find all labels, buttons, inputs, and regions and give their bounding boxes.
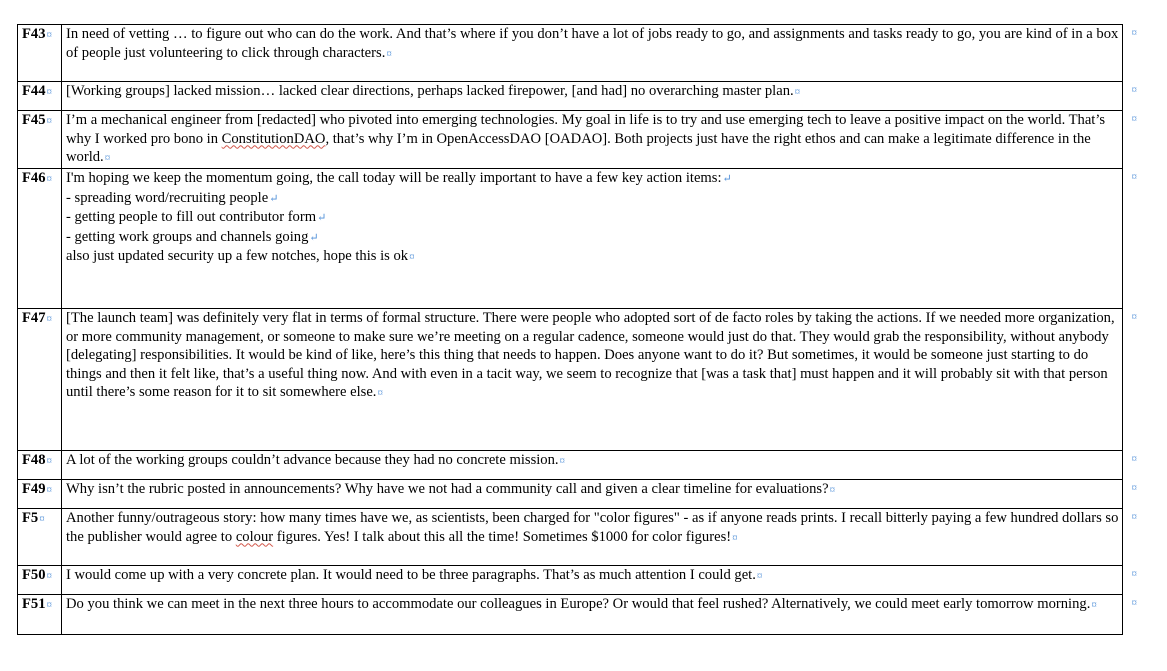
cell-end-mark: ¤ bbox=[46, 484, 53, 496]
cell-end-mark: ¤ bbox=[46, 313, 53, 325]
quote-text-cell bbox=[62, 111, 1137, 169]
cell-end-mark: ¤ bbox=[46, 173, 53, 185]
cell-end-mark: ¤ bbox=[377, 387, 383, 400]
row-end-mark: ¤ bbox=[1131, 84, 1137, 96]
quote-text: I'm hoping we keep the momentum going, the call today will be really important to have a few key action items: bbox=[66, 170, 722, 186]
quote-text-cell bbox=[62, 25, 1137, 82]
cell-end-mark: ¤ bbox=[46, 455, 53, 467]
row-end-mark: ¤ bbox=[1131, 27, 1137, 39]
quote-text-cell bbox=[62, 509, 1137, 566]
table-row bbox=[18, 111, 1123, 169]
cell-end-mark: ¤ bbox=[794, 86, 801, 98]
table-row bbox=[18, 595, 1123, 635]
quote-text: - spreading word/recruiting people bbox=[66, 189, 269, 206]
quote-id-cell bbox=[18, 25, 62, 82]
quote-id: F48 bbox=[22, 452, 46, 468]
row-end-mark: ¤ bbox=[1131, 113, 1137, 125]
quote-id-cell bbox=[18, 509, 62, 566]
cell-end-mark: ¤ bbox=[559, 455, 566, 467]
line-break-mark: ↵ bbox=[317, 212, 327, 225]
cell-end-mark: ¤ bbox=[732, 531, 738, 544]
cell-end-mark: ¤ bbox=[104, 152, 111, 165]
quote-text: I’m a mechanical engineer from [redacted] who pivoted into emerging technologies. My goal in life is to try and use emerging tech to leave a positive impact on the world. That’s why I worked pro bono in bbox=[66, 112, 1106, 147]
quote-text: [The launch team] was definitely very flat in terms of formal structure. There were people who adopted sort of de facto roles by taking the actions. If we needed more organization, or more community management, or someone to make sure we’re meeting on a regular cadence, someone would just do that. They would grab the responsibility, without anybody [delegating] responsibilities. It would be kind of like, here’s this thing that needs to happen. Does anyone want to do it? But sometimes, it would be someone just starting to do things and then it felt like, that’s a useful thing now. And with even in a tacit way, we seem to recognize that [was a task that] must happen and it will probably sit with that person until there’s some reason for it to sit somewhere else. bbox=[66, 310, 1115, 401]
quote-id-cell bbox=[18, 451, 62, 480]
table-row bbox=[18, 169, 1123, 309]
cell-end-mark: ¤ bbox=[46, 115, 53, 127]
table-row bbox=[18, 480, 1123, 509]
table-row bbox=[18, 566, 1123, 595]
quote-line bbox=[66, 169, 1120, 189]
cell-end-mark: ¤ bbox=[39, 513, 45, 525]
row-end-mark: ¤ bbox=[1131, 511, 1137, 523]
quote-id: F49 bbox=[22, 481, 46, 497]
quote-text: [Working groups] lacked mission… lacked clear directions, perhaps lacked firepower, [and had] no overarching master plan. bbox=[66, 83, 794, 99]
quote-line bbox=[66, 189, 1120, 209]
cell-end-mark: ¤ bbox=[386, 47, 392, 60]
quote-id: F47 bbox=[22, 310, 46, 326]
quote-id-cell bbox=[18, 566, 62, 595]
cell-end-mark: ¤ bbox=[756, 570, 763, 582]
quote-text-cell bbox=[62, 169, 1137, 309]
quotes-table bbox=[17, 24, 1137, 635]
quote-text-cell bbox=[62, 480, 1137, 509]
table-row bbox=[18, 451, 1123, 480]
quote-text: - getting work groups and channels going bbox=[66, 228, 309, 245]
line-break-mark: ↵ bbox=[309, 231, 319, 244]
quote-id-cell bbox=[18, 82, 62, 111]
quote-text: - getting people to fill out contributor form bbox=[66, 209, 317, 226]
cell-end-mark: ¤ bbox=[1091, 599, 1097, 611]
cell-end-mark: ¤ bbox=[46, 29, 53, 41]
cell-end-mark: ¤ bbox=[46, 570, 53, 582]
table-row bbox=[18, 309, 1123, 451]
quote-id-cell bbox=[18, 480, 62, 509]
quote-line bbox=[66, 247, 1120, 267]
spellcheck-flagged-word: colour bbox=[235, 528, 274, 545]
quote-line bbox=[66, 228, 1120, 248]
quote-text: A lot of the working groups couldn’t advance because they had no concrete mission. bbox=[66, 452, 559, 468]
cell-end-mark: ¤ bbox=[409, 251, 415, 264]
line-break-mark: ↵ bbox=[722, 173, 732, 185]
table-row bbox=[18, 509, 1123, 566]
line-break-mark: ↵ bbox=[269, 192, 279, 205]
quote-line bbox=[66, 208, 1120, 228]
quote-text: Why isn’t the rubric posted in announcements? Why have we not had a community call and given a clear timeline for evaluations? bbox=[66, 481, 829, 497]
quote-text: , that’s why I’m in OpenAccessDAO [OADAO]. Both projects just have the right ethos and can make a legitimate difference in the world. bbox=[66, 130, 1091, 166]
quote-id-cell bbox=[18, 309, 62, 451]
table-row bbox=[18, 25, 1123, 82]
quote-id-cell bbox=[18, 169, 62, 309]
quote-text: Do you think we can meet in the next three hours to accommodate our colleagues in Europe? Or would that feel rushed? Alternatively, we could meet early tomorrow morning. bbox=[66, 596, 1091, 612]
row-end-mark: ¤ bbox=[1131, 482, 1137, 494]
row-end-mark: ¤ bbox=[1131, 311, 1137, 323]
quote-id: F43 bbox=[22, 26, 46, 42]
quote-text-cell bbox=[62, 309, 1137, 451]
quote-text: figures. Yes! I talk about this all the time! Sometimes $1000 for color figures! bbox=[273, 528, 732, 545]
table-row bbox=[18, 82, 1123, 111]
row-end-mark: ¤ bbox=[1131, 453, 1137, 465]
cell-end-mark: ¤ bbox=[46, 599, 53, 611]
quote-id: F5 bbox=[22, 510, 39, 526]
row-end-mark: ¤ bbox=[1131, 568, 1137, 580]
quote-text-cell bbox=[62, 451, 1137, 480]
quote-id: F46 bbox=[22, 170, 46, 186]
quote-id: F50 bbox=[22, 567, 46, 583]
row-end-mark: ¤ bbox=[1131, 597, 1137, 609]
quote-id-cell bbox=[18, 111, 62, 169]
cell-end-mark: ¤ bbox=[46, 86, 53, 98]
quote-text: I would come up with a very concrete plan. It would need to be three paragraphs. That’s as much attention I could get. bbox=[66, 567, 756, 583]
quote-id: F45 bbox=[22, 112, 46, 128]
quote-text: In need of vetting … to figure out who can do the work. And that’s where if you don’t have a lot of jobs ready to go, and assignments and tasks ready to go, you are kind of in a box of people just volunteering to click through characters. bbox=[66, 26, 1119, 61]
quote-id: F44 bbox=[22, 83, 46, 99]
row-end-mark: ¤ bbox=[1131, 171, 1137, 183]
quote-text-cell bbox=[62, 566, 1137, 595]
quote-text: Another funny/outrageous story: how many times have we, as scientists, been charged for "color figures" - as if anyone reads prints. I recall bitterly paying a few hundred dollars so the publisher would agree to bbox=[66, 510, 1119, 545]
cell-end-mark: ¤ bbox=[829, 484, 836, 496]
quote-text: also just updated security up a few notches, hope this is ok bbox=[66, 248, 409, 265]
quote-text-cell bbox=[62, 595, 1137, 635]
quote-text-cell bbox=[62, 82, 1137, 111]
quote-id-cell bbox=[18, 595, 62, 635]
quote-id: F51 bbox=[22, 596, 46, 612]
spellcheck-flagged-word: ConstitutionDAO bbox=[221, 130, 326, 147]
